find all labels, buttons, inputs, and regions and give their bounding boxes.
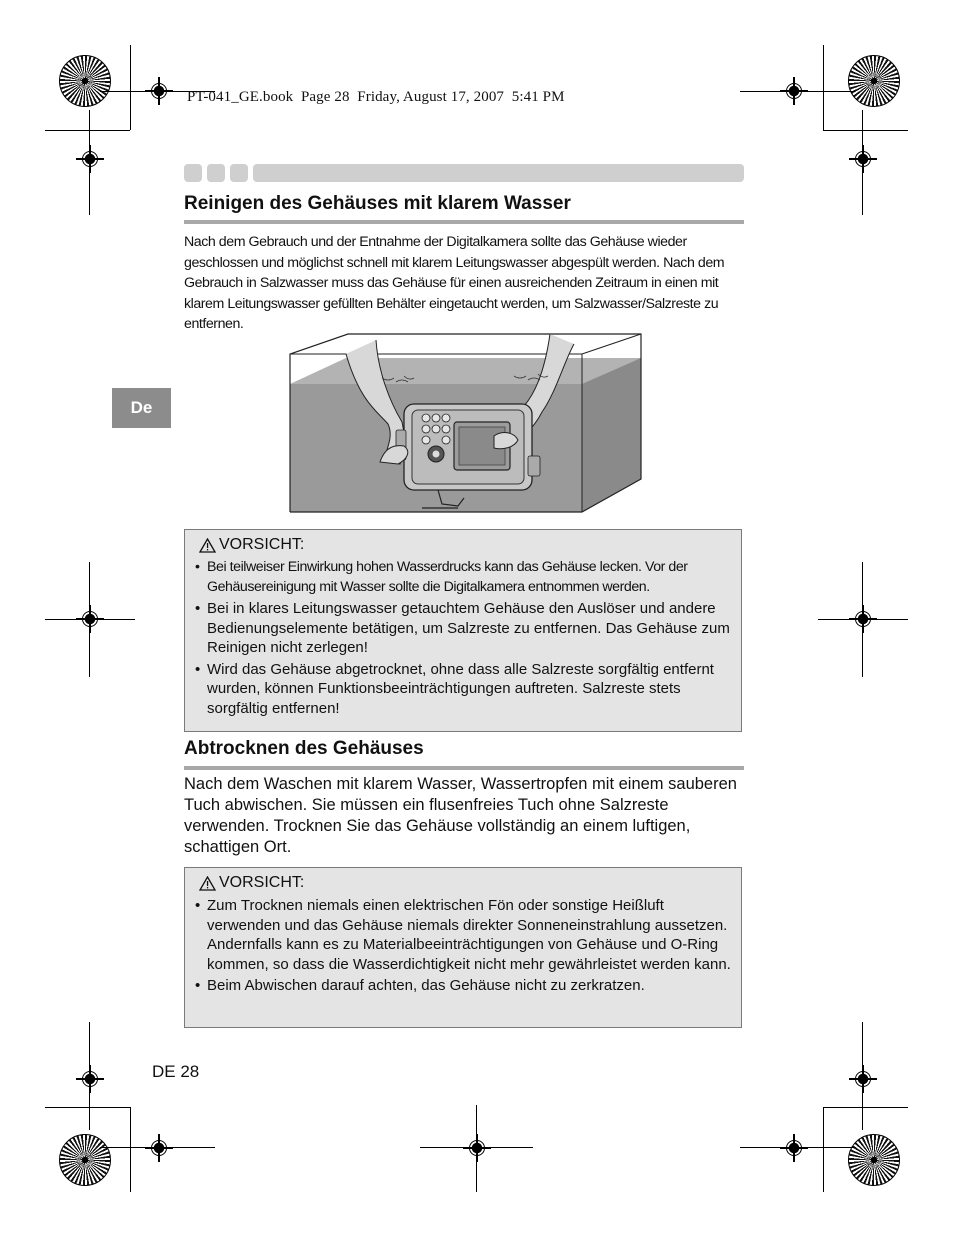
caution-list [195, 896, 731, 996]
registration-star-icon [848, 1134, 900, 1186]
drying-paragraph: Nach dem Waschen mit klarem Wasser, Wassertropfen mit einem sauberen Tuch abwischen. Sie müssen ein flusenfreies Tuch ohne Salzreste verwenden. Trocknen Sie das Gehäuse vollständig an einem luftigen, schattigen Ort. [184, 775, 737, 856]
caution-title [199, 874, 731, 892]
registration-star-icon [59, 55, 111, 107]
crop-mark-icon [130, 45, 131, 130]
crop-mark-icon [45, 619, 135, 620]
crop-mark-icon [862, 110, 863, 215]
crop-mark-icon [130, 1107, 131, 1192]
crop-mark-icon [45, 130, 130, 131]
registration-star-icon [848, 55, 900, 107]
caution-item: • Wird das Gehäuse abgetrocknet, ohne dass alle Salzreste sorgfältig entfernt wurden, können Funktionsbeeinträchtigungen auftreten. Salzreste stets sorgfältig entfernen! [195, 660, 731, 719]
crop-mark-icon [89, 110, 90, 215]
crop-mark-icon [818, 619, 908, 620]
crop-mark-icon [89, 1022, 90, 1130]
housing-rinse-illustration [288, 332, 644, 514]
language-tab: De [112, 388, 171, 428]
crop-mark-icon [862, 1022, 863, 1130]
caution-box-drying [184, 867, 742, 1028]
crop-mark-icon [823, 1107, 908, 1108]
registration-crosshair-icon [76, 1065, 104, 1093]
registration-crosshair-icon [849, 1065, 877, 1093]
heading-rule [184, 766, 744, 770]
cleaning-intro-paragraph: Nach dem Gebrauch und der Entnahme der Digitalkamera sollte das Gehäuse wieder geschlossen und möglichst schnell mit klarem Leitungswasser abgespült werden. Nach dem Gebrauch in Salzwasser muss das Gehäuse für einen ausreichenden Zeitraum in einen mit klarem Leitungswasser gefüllten Behälter eingetaucht werden, um Salzwasser/Salzreste zu entfernen. [184, 234, 725, 332]
crop-mark-icon [476, 1105, 477, 1192]
caution-item: • Beim Abwischen darauf achten, das Gehäuse nicht zu zerkratzen. [195, 976, 731, 996]
warning-triangle-icon [199, 538, 216, 553]
warning-triangle-icon [199, 876, 216, 891]
registration-crosshair-icon [76, 145, 104, 173]
caution-box-cleaning [184, 529, 742, 732]
caution-item: • Zum Trocknen niemals einen elektrischen Fön oder sonstige Heißluft verwenden und das Gehäuse niemals direkter Sonneneinstrahlung aussetzen. Andernfalls kann es zu Materialbeeinträchtigungen von Gehäuse und O-Ring kommen, so dass die Wasserdichtigkeit nicht mehr gewährleistet werden kann. [195, 896, 731, 974]
crop-mark-icon [45, 1107, 130, 1108]
crop-mark-icon [823, 45, 824, 130]
caution-title-label: VORSICHT: [219, 536, 305, 553]
registration-crosshair-icon [463, 1134, 491, 1162]
registration-crosshair-icon [780, 1134, 808, 1162]
caution-list [195, 558, 731, 718]
crop-mark-icon [823, 130, 908, 131]
registration-crosshair-icon [145, 1134, 173, 1162]
section-heading-drying: Abtrocknen des Gehäuses [184, 738, 424, 759]
caution-title-label: VORSICHT: [219, 874, 305, 891]
book-header: PT-041_GE.book Page 28 Friday, August 17, 2007 5:41 PM [187, 89, 565, 105]
heading-rule [184, 220, 744, 224]
registration-star-icon [59, 1134, 111, 1186]
caution-item: • Bei teilweiser Einwirkung hohen Wasserdrucks kann das Gehäuse lecken. Vor der Gehäusereinigung mit Wasser sollte die Digitalkamera entnommen werden. [195, 558, 731, 597]
caution-title [199, 536, 731, 554]
crop-mark-icon [740, 1147, 855, 1148]
crop-mark-icon [740, 91, 855, 92]
section-heading-cleaning: Reinigen des Gehäuses mit klarem Wasser [184, 193, 571, 214]
registration-crosshair-icon [849, 145, 877, 173]
page-number: DE 28 [152, 1062, 200, 1081]
caution-item: • Bei in klares Leitungswasser getauchtem Gehäuse den Auslöser und andere Bedienungselemente betätigen, um Salzreste zu entfernen. Das Gehäuse zum Reinigen nicht zerlegen! [195, 599, 731, 658]
crop-mark-icon [100, 1147, 215, 1148]
crop-mark-icon [823, 1107, 824, 1192]
